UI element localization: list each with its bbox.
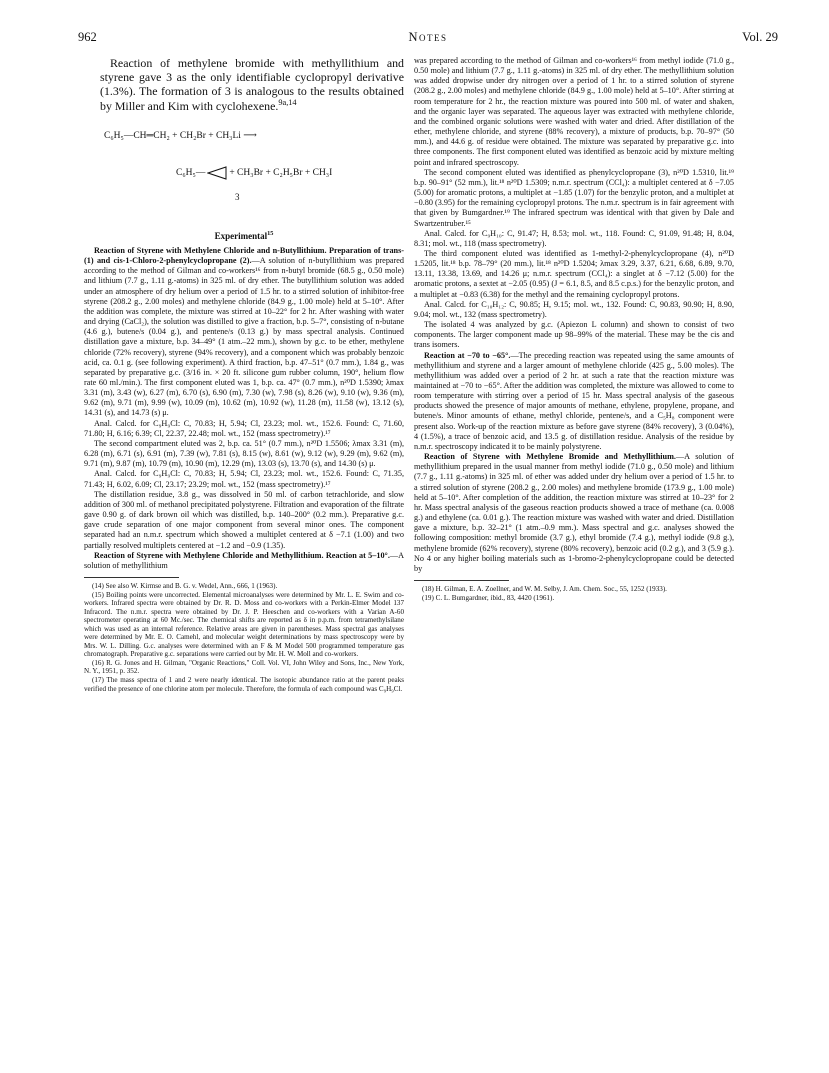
- paragraph: The isolated 4 was analyzed by g.c. (Apiezon L column) and shown to consist of two components. The larger component made up 98–99% of the material. These may be the cis and trans isomers.: [414, 320, 734, 350]
- paragraph: Anal. Calcd. for C₉H₉Cl: C, 70.83; H, 5.94; Cl, 23.23; mol. wt., 152.6. Found: C, 71.60, 71.80; H, 6.16; 6.39; Cl, 22.37, 22.48; mol. wt., 152 (mass spectrometry).¹⁷: [84, 418, 404, 438]
- paragraph: The second compartment eluted was 2, b.p. ca. 51° (0.7 mm.), n²⁰D 1.5506; λmax 3.31 (m), 6.28 (m), 6.71 (s), 6.91 (m), 7.39 (w), 7.81 (s), 8.15 (w), 8.61 (w), 9.12 (w), 9.29 (m), 9.62 (m), 9.71 (m), 9.87 (m), 10.79 (m), 10.90 (m), 12.29 (m), 13.03 (s), 13.70 (s), and 14.30 (s) μ.: [84, 438, 404, 469]
- phenyl-label: C₆H₅—: [176, 168, 206, 178]
- scheme-products: [176, 165, 332, 181]
- byproducts-label: + CH₃Br + C₂H₅Br + CH₃I: [229, 168, 333, 178]
- compound-number: 3: [235, 191, 240, 202]
- left-body: [84, 246, 404, 571]
- paragraph: The distillation residue, 3.8 g., was dissolved in 50 ml. of carbon tetrachloride, and slow addition of 300 ml. of methanol precipitated polystyrene. Filtration and evaporation of the filtrate gave 0.90 g. of dark brown oil which was distilled, b.p. 140–200° (0.2 mm.). Preparative g.c. gave crude separation of one major component from several minor ones. The component separated had an n.m.r. spectrum which showed a multiplet centered at δ −7.1 (1.00) and two partially resolved multiplets centered at −1.2 and −0.9 (1.35).: [84, 489, 404, 550]
- footnote: (15) Boiling points were uncorrected. Elemental microanalyses were determined by Mr. L. E. Swim and co-workers. Infrared spectra were obtained by Dr. R. D. Moss and co-workers with a Perkin-Elmer Model 137 Infracord. The n.m.r. spectra were obtained by Dr. J. P. Heeschen and co-workers with a Varian A-60 spectrometer operating at 60 Mc./sec. The chemical shifts are reported as δ in p.p.m. from tetramethylsilane which was used as an internal reference. Relative areas are given in parentheses. Mass spectral gas analyses were determined by Mr. E. O. Camehl, and molecular weight determinations by mass spectroscopy were by Mrs. W. L. Dilling. G.c. analyses were determined with an F & M Model 500 programmed temperature gas chromatograph. Preparative g.c. separations were carried out by Mr. H. W. Moll and co-workers.: [84, 590, 404, 659]
- intro-paragraph: Reaction of methylene bromide with methyllithium and styrene gave 3 as the only identifiable cyclopropyl derivative (1.3%). The formation of 3 is analogous to the results obtained by Miller and Kim with cyclohexene.$^{9a,14}$: [100, 56, 404, 113]
- paragraph: The third component eluted was identified as 1-methyl-2-phenylcyclopropane (4), n²⁰D 1.5205, lit.¹⁸ b.p. 78–79° (20 mm.), lit.¹⁸ n²⁰D 1.5204; λmax 3.29, 3.37, 6.21, 6.68, 6.89, 9.70, 13.11, 13.38, 13.69, and 14.26 μ; n.m.r. spectrum (CCl₄): a singlet at δ −7.12 (5.00) for the aromatic protons, a sextet at −2.05 (0.95) (J = 6.1, 8.5, and 8.5 c.p.s.) for the benzylic proton, and a multiplet at −0.83 (6.38) for the methyl and the remaining cyclopropyl protons.: [414, 248, 734, 299]
- scheme-reactants: C₆H₅—CH═CH₂ + CH₂Br + CH₃Li ⟶: [104, 130, 257, 141]
- page-number: 962: [78, 30, 97, 44]
- paragraph: Reaction of Styrene with Methylene Chloride and Methyllithium. Reaction at 5–10°.—A solution of methyllithium: [84, 550, 404, 570]
- page-header: [78, 30, 778, 46]
- footnote: (19) C. L. Bumgardner, ibid., 83, 4420 (1961).: [422, 593, 555, 602]
- right-column: [414, 56, 734, 602]
- cyclopropane-ring-icon: [207, 165, 227, 181]
- footnote: (14) See also W. Kirmse and B. G. v. Wedel, Ann., 666, 1 (1963).: [92, 581, 278, 590]
- section-title: Experimental$^{15}$: [214, 229, 274, 241]
- right-footnotes: [414, 585, 734, 602]
- footnote: (17) The mass spectra of 1 and 2 were nearly identical. The isotopic abundance ratio at the parent peaks verified the presence of one chlorine atom per molecule. Therefore, the formula of each compound was C₉H₉Cl.: [84, 675, 404, 693]
- footnote: (16) R. G. Jones and H. Gilman, "Organic Reactions," Coll. Vol. VI, John Wiley and Sons, Inc., New York, N. Y., 1951, p. 352.: [84, 658, 404, 676]
- left-footnotes: [84, 582, 404, 693]
- footnote-divider: [414, 580, 509, 581]
- paragraph: The second component eluted was identified as phenylcyclopropane (3), n²⁰D 1.5310, lit.¹⁹ b.p. 90–91° (52 mm.), lit.¹⁸ n²⁰D 1.5309; n.m.r. spectrum (CCl₄): a multiplet centered at δ −7.05 (5.00) for aromatic protons, a multiplet at −1.85 (1.07) for the benzylic proton, and a multiplet at −0.80 (3.95) for the remaining cyclopropyl protons. The n.m.r. spectrum is in fair agreement with that given by Bumgardner.¹⁹ The infrared spectrum was identical with that given by Dale and Swartzentruber.¹⁵: [414, 167, 734, 228]
- paragraph: Anal. Calcd. for C₁₀H₁₂: C, 90.85; H, 9.15; mol. wt., 132. Found: C, 90.83, 90.90; H, 8.90, 9.04; mol. wt., 132 (mass spectrometry).: [414, 299, 734, 319]
- volume-label: Vol. 29: [742, 30, 778, 44]
- reaction-scheme: [84, 113, 404, 223]
- paragraph: was prepared according to the method of Gilman and co-workers¹⁶ from methyl iodide (71.0 g., 0.50 mole) and lithium (7.7 g., 1.11 g.-atoms) in 325 ml. of dry ether. The methyllithium solution was added dropwise under dry nitrogen over a period of 1 hr. to a stirred solution of styrene (208.2 g., 2.00 moles) and methylene chloride (84.9 g., 1.00 mole) held at 5–10°. After stirring at room temperature for 2 hr., the reaction mixture was poured into 500 ml. of water and shaken, and the organic layer was separated. The aqueous layer was extracted with methylene chloride, and the combined organic solutions were washed with water and dried. After distillation of the ether, methylene chloride, and styrene (88% recovery), a mixture of products, b.p. 70–97° (50 mm.), and 44.6 g. of residue were obtained. The mixture was separated by preparative g.c. into three components. The first component eluted was identified as benzoic acid by mixture melting point and infrared spectroscopy.: [414, 56, 734, 167]
- footnote-divider: [84, 577, 179, 578]
- paragraph: Reaction at −70 to −65°.—The preceding reaction was repeated using the same amounts of methyllithium and styrene and a larger amount of methylene chloride (425 g., 5.00 moles). The methyllithium was added over a period of 2 hr. at such a rate that the reaction mixture was maintained at −70 to −65°. After the addition was completed, the mixture was allowed to come to room temperature with stirring over a period of 15 hr. Mass spectral analysis of the gaseous products showed the presence of major amounts of methane, ethylene, propylene, propane, and butene/s. Minor amounts of ethane, methyl chloride, pentene/s, and a C₅H₈ component were present also. Work-up of the reaction mixture as before gave styrene (84% recovery), 3 (0.04%), 4 (1.5%), a trace of benzoic acid, and 13.5 g. of distillation residue. Analysis of the residue by n.m.r. spectroscopy indicated it to be mainly polystyrene.: [414, 350, 734, 451]
- running-title: Notes: [408, 30, 448, 44]
- left-column: [84, 56, 404, 693]
- intro-reference: 9a,14: [278, 97, 297, 107]
- footnote: (18) H. Gilman, E. A. Zoellner, and W. M. Selby, J. Am. Chem. Soc., 55, 1252 (1933).: [422, 584, 667, 593]
- paragraph: Reaction of Styrene with Methylene Bromide and Methyllithium.—A solution of methyllithium prepared in the usual manner from methyl iodide (71.0 g., 0.50 mole) and lithium (7.7 g., 1.11 g.-atoms) in 325 ml. of ether was added under dry helium over a period of 1.5 hr. to a stirred solution of styrene (208.2 g., 2.00 moles) and methylene bromide (173.9 g., 1.00 mole) held at 5–10°. After completion of the addition, the reaction mixture was stirred at 10–23° for 2 hr. Mass spectral analysis of the gaseous reaction products showed a trace of methane (ca. 0.008 g.) and ethylene (ca. 0.01 g.). The reaction mixture was washed with water and dried. Distillation gave a mixture, b.p. 32–21° (1 atm.–0.9 mm.). Mass spectral and g.c. analyses showed the following composition: methyl bromide (3.7 g.), ethyl bromide (7.4 g.), methyl iodide (9.8 g.), methylene bromide (62% recovery), styrene (80% recovery), benzoic acid (0.2 g.), and 3 (5.9 g.). No 4 or any higher boiling materials such as 1-bromo-2-phenylcyclopropane could be detected by: [414, 452, 734, 573]
- paragraph: Anal. Calcd. for C₉H₉Cl: C, 70.83; H, 5.94; Cl, 23.23; mol. wt., 152.6. Found: C, 71.35, 71.43; H, 6.02, 6.09; Cl, 23.17; 23.29; mol. wt., 152 (mass spectrometry).¹⁷: [84, 469, 404, 489]
- paragraph: Anal. Calcd. for C₉H₁₀: C, 91.47; H, 8.53; mol. wt., 118. Found: C, 91.09, 91.48; H, 8.04, 8.31; mol. wt., 118 (mass spectrometry).: [414, 228, 734, 248]
- paragraph: Reaction of Styrene with Methylene Chloride and n-Butyllithium. Preparation of trans- (1) and cis-1-Chloro-2-phenylcyclopropane (2).—A solution of n-butyllithium was prepared according to the method of Gilman and co-workers¹⁶ from n-butyl bromide (68.5 g., 0.50 mole) and lithium (7.7 g., 1.11 g.-atoms) in 325 ml. of dry ether. The butyllithium solution was added under an atmosphere of dry helium over a period of 1.5 hr. to a stirred solution of inhibitor-free styrene (208.2 g., 2.00 moles) and methylene chloride (84.9 g., 1.00 mole) held at 5–10°. After the addition was complete, the mixture was stirred at 10–22° for 2 hr. After washing with water and drying (CaCl₂), the solution was distilled to give a fraction, b.p. 5–7°, consisting of n-butane (4.6 g.), butene/s (0.04 g.), and pentene/s (0.13 g.) by mass spectral analysis. Continued distillation gave a mixture, b.p. 34–49° (1 atm.–22 mm.), shown by g.c. to be ether, methylene chloride (72% recovery), styrene (94% recovery), and a component which was probably benzoic acid, ca. 0.1 g. (see following experiment). A third fraction, b.p. 47–51° (0.7 mm.), 1.84 g., was separated by preparative g.c. (3/16 in. × 20 ft. silicone gum rubber column, 190°, helium flow rate 60 ml./min.). The first component eluted was 1, b.p. ca. 47° (0.7 mm.), n²⁰D 1.5390; λmax 3.31 (m), 3.43 (w), 6.27 (m), 6.70 (s), 6.90 (m), 7.30 (w), 7.98 (s), 8.26 (w), 9.10 (w), 9.36 (m), 9.62 (m), 9.71 (m), 9.99 (w), 10.09 (m), 10.62 (m), 10.92 (w), 11.28 (m), 11.58 (w), 13.12 (s), 14.31 (s), and 14.73 (s) μ.: [84, 245, 405, 418]
